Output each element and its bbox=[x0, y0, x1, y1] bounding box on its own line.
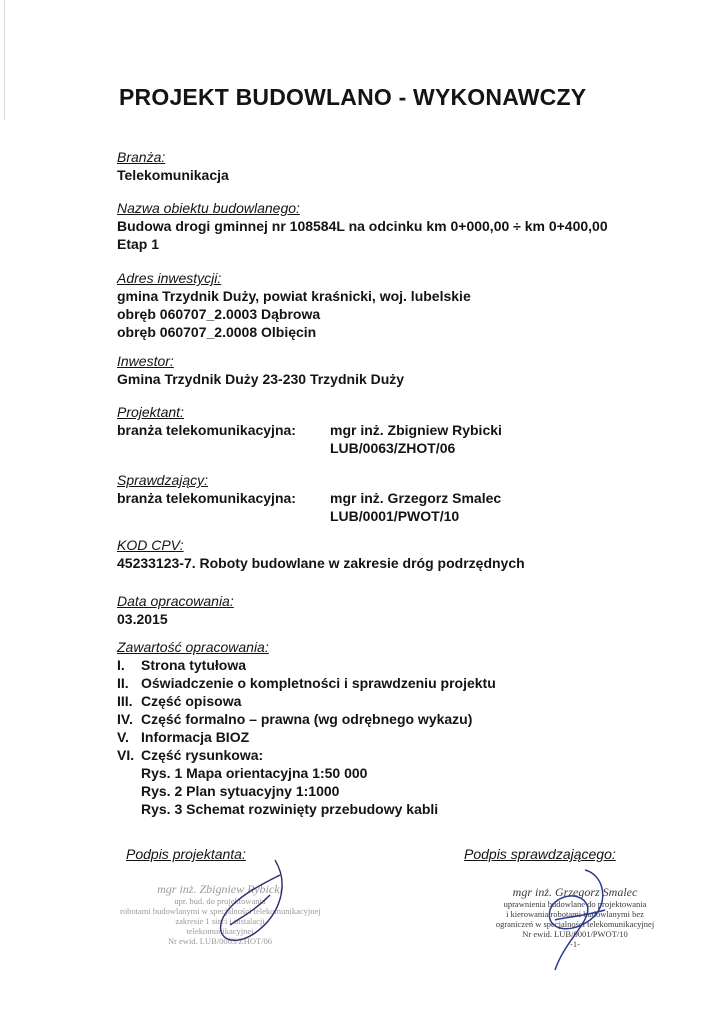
drawing-item: Rys. 1 Mapa orientacyjna 1:50 000 bbox=[141, 765, 368, 781]
sprawdzajacy-license: LUB/0001/PWOT/10 bbox=[330, 508, 460, 524]
zawartosc-label: Zawartość opracowania: bbox=[117, 639, 269, 655]
inwestor-value: Gmina Trzydnik Duży 23-230 Trzydnik Duży bbox=[117, 371, 405, 387]
table-of-contents bbox=[117, 656, 496, 818]
list-item: II. Oświadczenie o kompletności i sprawdzeniu projektu bbox=[117, 675, 496, 691]
document-title: PROJEKT BUDOWLANO - WYKONAWCZY bbox=[119, 84, 587, 110]
sprawdzajacy-row bbox=[117, 489, 501, 507]
data-value: 03.2015 bbox=[117, 611, 168, 627]
sprawdzajacy-branch: branża telekomunikacyjna: bbox=[117, 490, 296, 506]
nazwa-line2: Etap 1 bbox=[117, 236, 160, 252]
sprawdzajacy-license-row bbox=[117, 507, 501, 525]
drawing-item: Rys. 2 Plan sytuacyjny 1:1000 bbox=[141, 783, 340, 799]
section-branza bbox=[117, 148, 229, 184]
section-sprawdzajacy bbox=[117, 471, 501, 525]
inwestor-label: Inwestor: bbox=[117, 353, 174, 369]
projektant-license: LUB/0063/ZHOT/06 bbox=[330, 440, 456, 456]
section-adres bbox=[117, 269, 471, 341]
list-item: VI. Część rysunkowa: bbox=[117, 747, 264, 763]
designer-signature-label: Podpis projektanta: bbox=[126, 846, 246, 862]
sprawdzajacy-label: Sprawdzający: bbox=[117, 472, 209, 488]
projektant-name: mgr inż. Zbigniew Rybicki bbox=[330, 422, 502, 438]
sprawdzajacy-name: mgr inż. Grzegorz Smalec bbox=[330, 490, 502, 506]
list-item: I. Strona tytułowa bbox=[117, 657, 247, 673]
list-item: IV. Część formalno – prawna (wg odrębnego wykazu) bbox=[117, 711, 473, 727]
section-data bbox=[117, 592, 234, 628]
projektant-label: Projektant: bbox=[117, 404, 184, 420]
data-label: Data opracowania: bbox=[117, 593, 234, 609]
list-item: V. Informacja BIOZ bbox=[117, 729, 250, 745]
projektant-branch: branża telekomunikacyjna: bbox=[117, 422, 296, 438]
adres-line: obręb 060707_2.0003 Dąbrowa bbox=[117, 306, 321, 322]
drawing-item: Rys. 3 Schemat rozwinięty przebudowy kabli bbox=[141, 801, 439, 817]
nazwa-line1: Budowa drogi gminnej nr 108584L na odcinku km 0+000,00 ÷ km 0+400,00 bbox=[117, 218, 608, 234]
projektant-license-row bbox=[117, 439, 502, 457]
cpv-label: KOD CPV: bbox=[117, 537, 184, 553]
section-cpv bbox=[117, 536, 525, 572]
section-projektant bbox=[117, 403, 502, 457]
adres-line: gmina Trzydnik Duży, powiat kraśnicki, woj. lubelskie bbox=[117, 288, 471, 304]
cpv-value: 45233123-7. Roboty budowlane w zakresie dróg podrzędnych bbox=[117, 555, 525, 571]
section-nazwa bbox=[117, 199, 608, 253]
section-inwestor bbox=[117, 352, 404, 388]
designer-stamp: mgr inż. Zbigniew Rybicki upr. bud. do projektowania robotami budowlanymi w specjalności telekomunikacyjnej zakresie 1 sieci i instalacji telekomunikacyjnej Nr ewid. LUB/0063/ZHOT/06 bbox=[120, 882, 321, 946]
list-item: III. Część opisowa bbox=[117, 693, 242, 709]
section-zawartosc bbox=[117, 638, 496, 818]
designer-signature bbox=[200, 855, 300, 955]
nazwa-label: Nazwa obiektu budowlanego: bbox=[117, 200, 300, 216]
adres-label: Adres inwestycji: bbox=[117, 270, 222, 286]
branza-label: Branża: bbox=[117, 149, 166, 165]
checker-signature-label: Podpis sprawdzającego: bbox=[464, 846, 616, 862]
checker-signature bbox=[525, 860, 615, 980]
checker-stamp: mgr inż. Grzegorz Smalec uprawnienia budowlane do projektowania i kierowania robotami budowlanymi bez ograniczeń w specjalności telekomunikacyjnej Nr ewid. LUB/0001/PWOT/10 -1- bbox=[495, 885, 655, 949]
branza-value: Telekomunikacja bbox=[117, 167, 229, 183]
projektant-row bbox=[117, 421, 502, 439]
adres-line: obręb 060707_2.0008 Olbięcin bbox=[117, 324, 317, 340]
page-margin-line bbox=[4, 0, 5, 120]
